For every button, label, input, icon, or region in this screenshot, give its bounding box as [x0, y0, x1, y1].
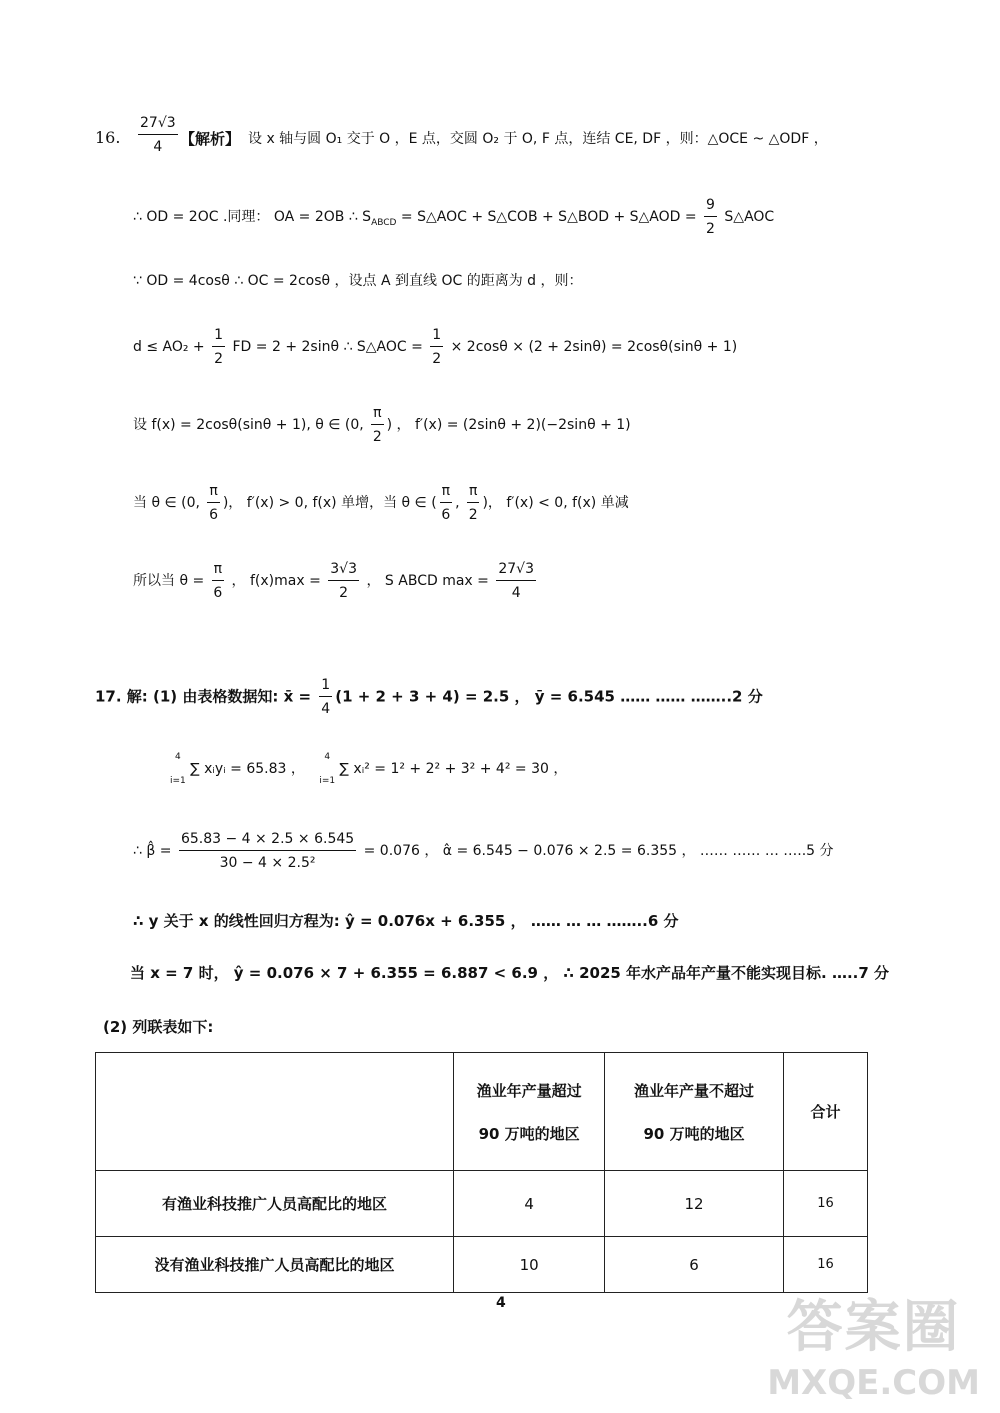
q16-tag: 【解析】: [180, 130, 241, 148]
q17-line5: 当 x = 7 时， ŷ = 0.076 × 7 + 6.355 = 6.887 < 6.9 ， ∴ 2025 年水产品年产量不能实现目标. …..7 分: [130, 964, 890, 982]
q16-line1: 设 x 轴与圆 O₁ 交于 O ，E 点，交圆 O₂ 于 O, F 点，连结 CE, DF ，则：△OCE ~ △ODF ，: [248, 131, 828, 147]
q16-line5: 设 f(x) = 2cosθ(sinθ + 1), θ ∈ (0, $\frac{\pi}{2}$ ) ， f′(x) = (2sinθ + 2)(−2sinθ + 1): [133, 405, 631, 445]
table-cell: 16: [783, 1237, 867, 1293]
q16-line7: 所以当 θ = $\frac{\pi}{6}$ ， f(x)max = $\frac{3√3}{2}$ ， S ABCD max = $\frac{27√3}{4}$: [133, 561, 534, 601]
table-header-cell: 渔业年产量不超过 90 万吨的地区: [605, 1053, 784, 1171]
table-cell: 没有渔业科技推广人员高配比的地区: [96, 1237, 454, 1293]
page-number: 4: [496, 1295, 506, 1311]
q17-line1: 17. 解: (1) 由表格数据知: x̄ = $\frac{1}{4}$ (1 + 2 + 3 + 4) = 2.5 ， ȳ = 6.545 …… …… ……..2 分: [95, 677, 763, 717]
q17-part2-heading: (2) 列联表如下:: [103, 1018, 214, 1036]
table-cell: 16: [783, 1171, 867, 1237]
table-cell: 4: [454, 1171, 605, 1237]
q16-answer: [135, 114, 181, 156]
q17-line4: ∴ y 关于 x 的线性回归方程为: ŷ = 0.076x + 6.355 ， …… … … ……..6 分: [133, 912, 679, 930]
q16-line3: ∵ OD = 4cosθ ∴ OC = 2cosθ ，设点 A 到直线 OC 的距离为 d ，则：: [133, 273, 583, 289]
q17-line3: ∴ β̂ = $\frac{65.83 - 4 \times 2.5 \times 6.545}{\text{30 − 4 × 2.5²}}$ = 0.076 ， α̂ = 6.545 − 0.076 × 2.5 = 6.355 ， …… …… … …..5 分: [133, 831, 834, 871]
q16-line6: 当 θ ∈ (0, $\frac{\pi}{6}$ )， f′(x) > 0, f(x) 单增，当 θ ∈ ( $\frac{\pi}{6}$ , $\frac{\pi}{2}$ )， f′(x) < 0, f(x) 单减: [133, 483, 629, 523]
table-header-cell: [96, 1053, 454, 1171]
q16-number: 16.: [95, 128, 121, 147]
q17-line2: 4 i=1 ∑ xᵢyᵢ = 65.83 ， 4 i=1 ∑ xᵢ² = 1² + 2² + 3² + 4² = 30 ，: [170, 752, 568, 786]
table-header-cell: 合计: [783, 1053, 867, 1171]
watermark-logo: 答案圈: [786, 1295, 961, 1360]
table-header-cell: 渔业年产量超过 90 万吨的地区: [454, 1053, 605, 1171]
q16-answer-fraction: $\frac{27√3}{4}$: [140, 115, 176, 155]
table-row: [96, 1171, 868, 1237]
q16-line2: ∴ OD = 2OC .同理： OA = 2OB ∴ $S_{ABCD}$ = S△AOC + S△COB + S△BOD + S△AOD = $\frac{9}{2}$ S△AOC: [133, 197, 775, 237]
table-row: [96, 1237, 868, 1293]
site-watermark: [767, 1283, 980, 1403]
table-cell: 12: [605, 1171, 784, 1237]
table-cell: 6: [605, 1237, 784, 1293]
watermark-url: MXQE.COM: [767, 1363, 980, 1403]
table-header-row: [96, 1053, 868, 1171]
contingency-table: [95, 1052, 868, 1293]
table-cell: 10: [454, 1237, 605, 1293]
table-cell: 有渔业科技推广人员高配比的地区: [96, 1171, 454, 1237]
q16-line4: d ≤ AO₂ + $\frac{1}{2}$ FD = 2 + 2sinθ ∴ S△AOC = $\frac{1}{2}$ × 2cosθ × (2 + 2sinθ) = 2cosθ(sinθ + 1): [133, 327, 738, 367]
